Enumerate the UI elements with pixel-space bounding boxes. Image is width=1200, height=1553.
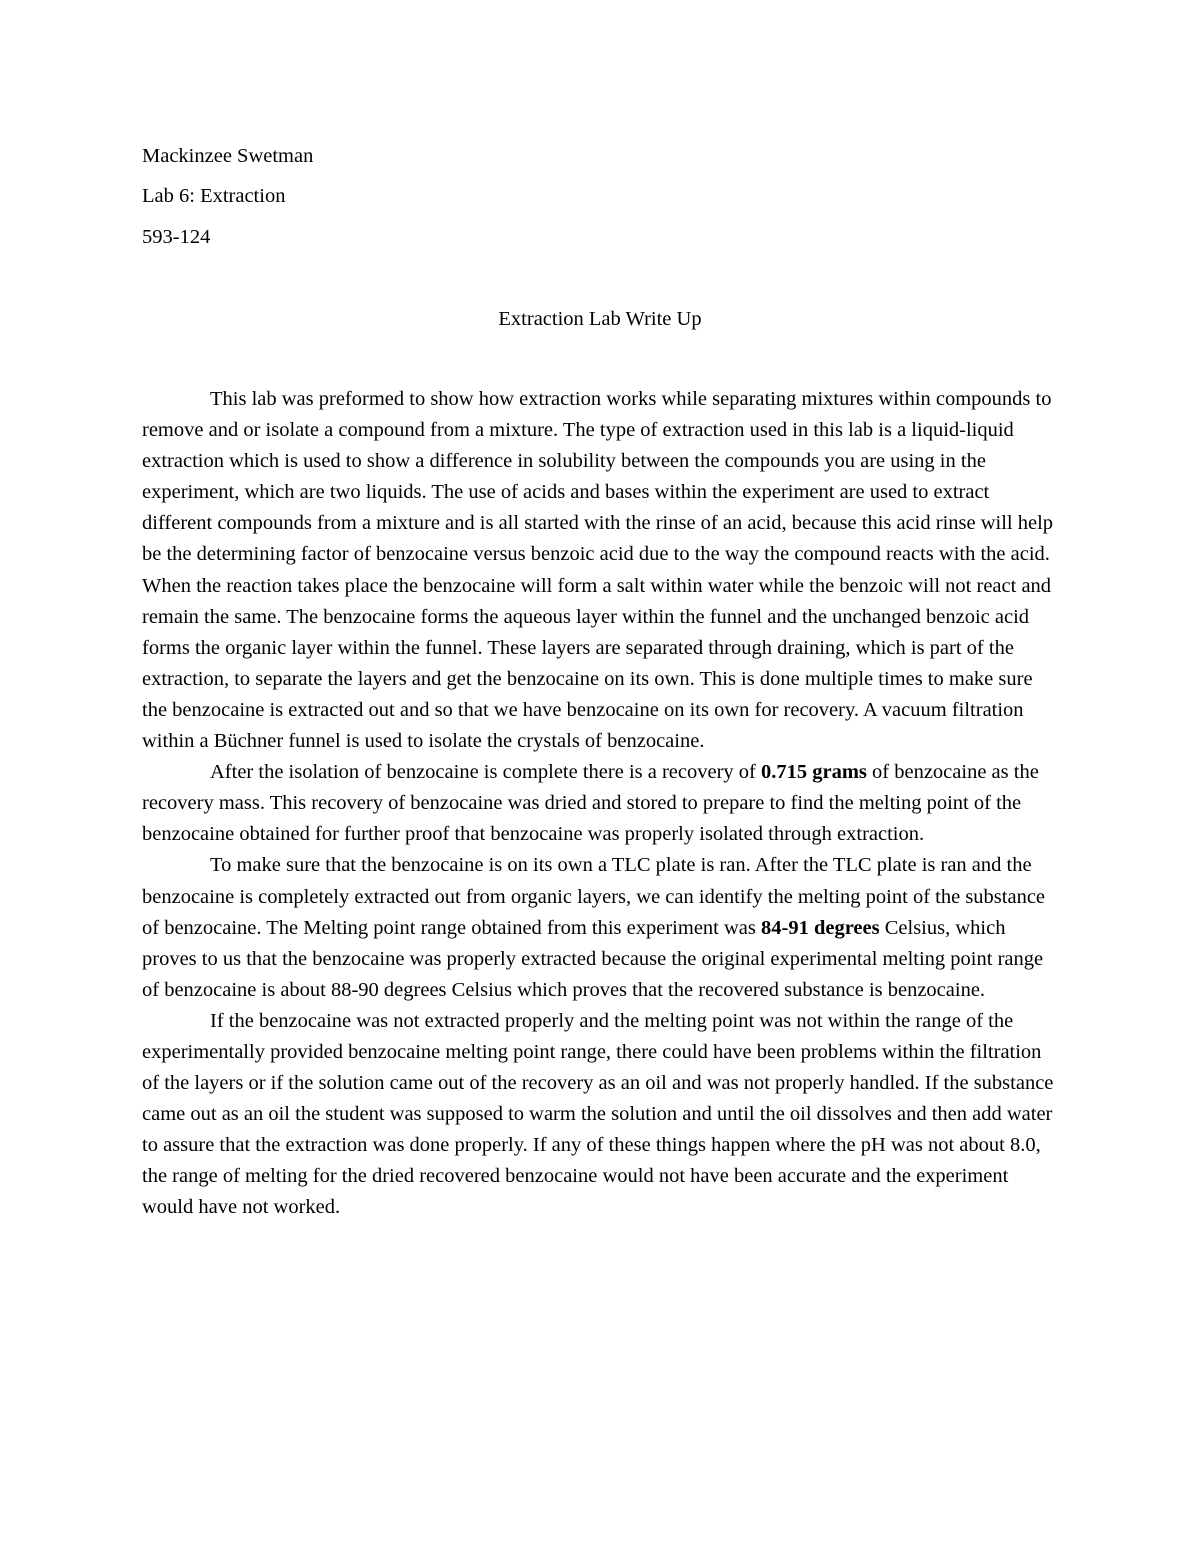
melting-range-value: 84-91 degrees — [761, 916, 880, 939]
paragraph-2-text-b: of benzocaine as the recovery mass. This recovery of benzocaine was dried and stored to prepare to find the melting point of the benzocaine obtained for further proof that benzocaine was properly isolated through extraction. — [142, 761, 1039, 846]
paragraph-2 — [142, 757, 1062, 850]
document-body — [142, 384, 1062, 1224]
paragraph-1: This lab was preformed to show how extraction works while separating mixtures within compounds to remove and or isolate a compound from a mixture. The type of extraction used in this lab is a liquid-liquid extraction which is used to show a difference in solubility between the compounds you are using in the experiment, which are two liquids. The use of acids and bases within the experiment are used to extract different compounds from a mixture and is all started with the rinse of an acid, because this acid rinse will help be the determining factor of benzocaine versus benzoic acid due to the way the compound reacts with the acid. When the reaction takes place the benzocaine will form a salt within water while the benzoic will not react and remain the same. The benzocaine forms the aqueous layer within the funnel and the unchanged benzoic acid forms the organic layer within the funnel. These layers are separated through draining, which is part of the extraction, to separate the layers and get the benzocaine on its own. This is done multiple times to make sure the benzocaine is extracted out and so that we have benzocaine on its own for recovery. A vacuum filtration within a Büchner funnel is used to isolate the crystals of benzocaine. — [142, 388, 1054, 753]
paragraph-3-text-a: To make sure that the benzocaine is on its own a TLC plate is ran. After the TLC plate is ran and the benzocaine is completely extracted out from organic layers, we can identify the melting point of the substance of benzocaine. The Melting point range obtained from this experiment was — [142, 854, 1046, 939]
paragraph-3-text-b: Celsius, which proves to us that the benzocaine was properly extracted because the original experimental melting point range of benzocaine is about 88-90 degrees Celsius which proves that the recovered substance is benzocaine. — [142, 916, 1044, 1001]
paragraph-4: If the benzocaine was not extracted properly and the melting point was not within the range of the experimentally provided benzocaine melting point range, there could have been problems within the filtration of the layers or if the solution came out of the recovery as an oil and was not properly handled. If the substance came out as an oil the student was supposed to warm the solution and until the oil dissolves and then add water to assure that the extraction was done properly. If any of these things happen where the pH was not about 8.0, the range of melting for the dried recovered benzocaine would not have been accurate and the experiment would have not worked. — [142, 1009, 1054, 1219]
document-title: Extraction Lab Write Up — [498, 308, 702, 330]
course-number: 593-124 — [142, 226, 211, 248]
lab-title: Lab 6: Extraction — [142, 185, 286, 207]
paragraph-3 — [142, 850, 1062, 1005]
paragraph-2-text-a: After the isolation of benzocaine is complete there is a recovery of — [210, 761, 761, 784]
author-name: Mackinzee Swetman — [142, 145, 314, 167]
recovery-mass-value: 0.715 grams — [761, 761, 867, 784]
